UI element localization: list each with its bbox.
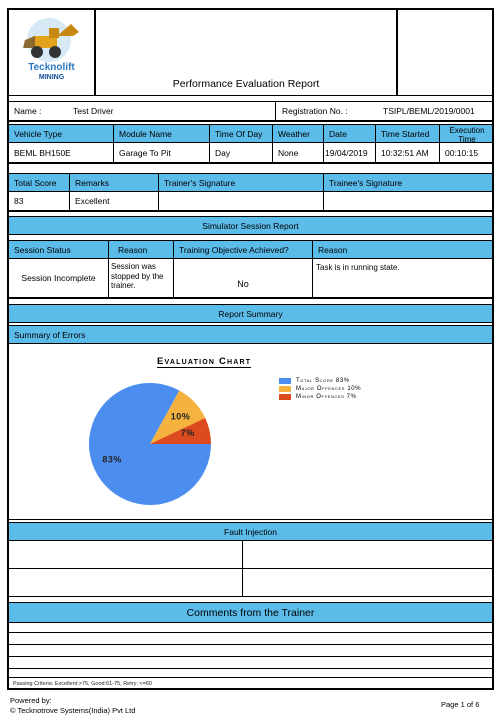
logo-text-secondary: MINING <box>38 74 65 81</box>
summary-errors-header <box>9 326 492 344</box>
fault-injection-row-1 <box>9 541 492 569</box>
pie-data-label: 10% <box>170 411 191 422</box>
value-date: 19/04/2019 <box>325 147 368 158</box>
legend-label: Minor Offences 7% <box>296 394 357 400</box>
company-name: © Tecknotrove Systems(India) Pvt Ltd <box>10 706 136 715</box>
powered-by-label: Powered by: <box>10 696 52 705</box>
header-vehicle-type: Vehicle Type <box>14 128 63 139</box>
registration-label: Registration No. : <box>282 106 348 116</box>
header-session-status: Session Status <box>14 244 71 255</box>
logo-text-primary: Tecknolift <box>28 62 75 73</box>
excavator-logo-icon <box>9 10 96 96</box>
passing-criteria: Passing Criteria: Excellent:>75, Good:61-75, Retry: <=60 <box>13 681 152 687</box>
legend-swatch <box>279 378 291 384</box>
header-objective-achieved: Training Objective Achieved? <box>179 244 289 255</box>
header-weather: Weather <box>278 128 310 139</box>
header-execution-time: Execution Time <box>449 126 485 144</box>
page-title: Performance Evaluation Report <box>172 78 320 90</box>
comment-line[interactable] <box>9 669 492 678</box>
value-time-of-day: Day <box>215 147 231 158</box>
comment-line[interactable] <box>9 623 492 633</box>
legend-item <box>279 386 361 392</box>
legend-item <box>279 378 361 384</box>
registration-value: TSIPL/BEML/2019/0001 <box>383 106 475 116</box>
value-reason-2: Task is in running state. <box>316 263 400 272</box>
session-table-header <box>9 125 492 143</box>
comment-line[interactable] <box>9 645 492 657</box>
value-time-started: 10:32:51 AM <box>381 147 429 158</box>
header-trainee-signature: Trainee's Signature <box>329 177 403 188</box>
comment-line[interactable] <box>9 657 492 669</box>
legend-swatch <box>279 386 291 392</box>
header-date: Date <box>329 128 347 139</box>
comment-line[interactable] <box>9 633 492 645</box>
score-table-values <box>9 192 492 212</box>
pie-data-label: 7% <box>180 428 195 439</box>
trainee-signature-field[interactable] <box>324 192 494 210</box>
value-objective-achieved: No <box>237 279 249 289</box>
report-summary-title: Report Summary <box>9 305 492 323</box>
title-area <box>96 10 398 96</box>
page-number: Page 1 of 6 <box>441 700 480 709</box>
legend-label: Total Score 83% <box>296 378 350 384</box>
value-reason-1: Session was stopped by the trainer. <box>111 262 164 290</box>
comments-title: Comments from the Trainer <box>9 603 492 623</box>
summary-errors-title: Summary of Errors <box>14 329 86 340</box>
value-module-name: Garage To Pit <box>119 147 171 158</box>
pie-chart <box>9 344 494 520</box>
simulator-report-title: Simulator Session Report <box>9 217 492 235</box>
header-time-of-day: Time Of Day <box>215 128 263 139</box>
logo <box>9 10 96 96</box>
header-total-score: Total Score <box>14 177 57 188</box>
fault-injection-title: Fault Injection <box>9 523 492 541</box>
report-header <box>9 10 492 96</box>
value-vehicle-type: BEML BH150E <box>14 147 71 158</box>
header-remarks: Remarks <box>75 177 110 188</box>
value-total-score: 83 <box>14 196 24 206</box>
score-table-header <box>9 174 492 192</box>
chart-legend <box>279 378 361 402</box>
header-reason-1: Reason <box>118 244 148 255</box>
header-reason-2: Reason <box>318 244 348 255</box>
trainer-signature-field[interactable] <box>159 192 322 210</box>
header-time-started: Time Started <box>381 128 430 139</box>
fault-injection-row-2 <box>9 569 492 597</box>
header-module-name: Module Name <box>119 128 172 139</box>
value-execution-time: 00:10:15 <box>445 147 479 158</box>
value-weather: None <box>278 147 299 158</box>
legend-label: Major Offences 10% <box>296 386 362 392</box>
report-page <box>7 8 494 690</box>
name-value: Test Driver <box>73 106 114 116</box>
simulator-table-values <box>9 259 492 299</box>
chart-title: Evaluation Chart <box>157 356 252 367</box>
session-table-values <box>9 143 492 164</box>
value-session-status: Session Incomplete <box>21 273 96 283</box>
pie-data-label: 83% <box>102 454 122 465</box>
simulator-table-header <box>9 241 492 259</box>
evaluation-chart-area <box>9 344 492 520</box>
legend-item <box>279 394 361 400</box>
driver-row <box>9 102 492 122</box>
legend-swatch <box>279 394 291 400</box>
header-trainer-signature: Trainer's Signature <box>164 177 236 188</box>
value-remarks: Excellent <box>75 196 110 206</box>
name-label: Name : <box>14 106 42 116</box>
